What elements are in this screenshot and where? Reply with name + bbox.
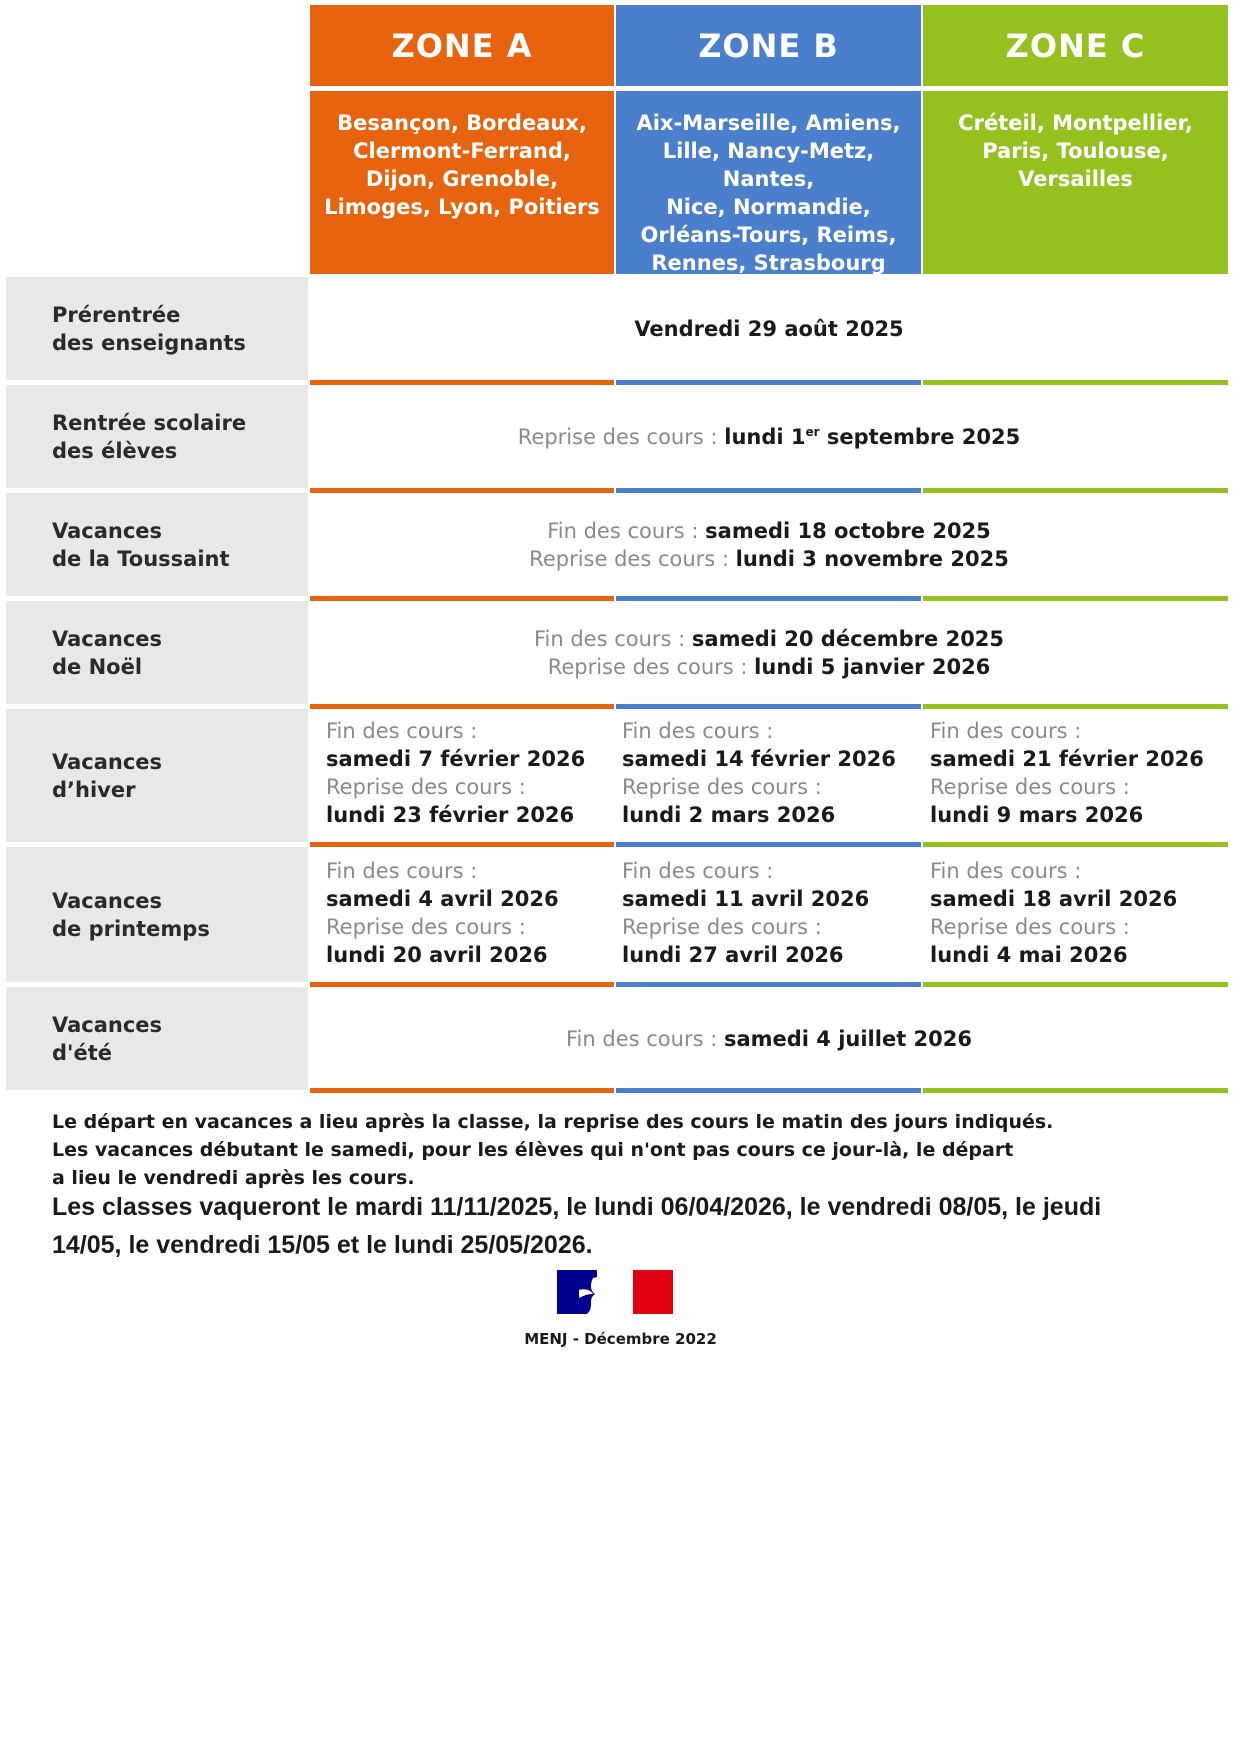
prerentree-date: Vendredi 29 août 2025 (634, 316, 904, 341)
label-line: Prérentrée (52, 302, 181, 327)
label-line: de printemps (52, 916, 210, 941)
zone-c-header: ZONE C (923, 5, 1228, 86)
label-line: Vacances (52, 518, 163, 543)
label-line: de la Toussaint (52, 546, 230, 571)
academy-line: Dijon, Grenoble, (365, 167, 559, 191)
label-line: Rentrée scolaire (52, 410, 247, 435)
zone-c-academies (923, 91, 1228, 274)
label-line: Vacances (52, 1012, 163, 1037)
separator (616, 842, 921, 847)
zone-b-header: ZONE B (616, 5, 921, 86)
reprise-date: lundi 5 janvier 2026 (754, 654, 991, 679)
reprise-label: Reprise des cours : (930, 775, 1130, 799)
hiver-zone-a (310, 717, 614, 829)
reprise-date: lundi 9 mars 2026 (930, 803, 1144, 827)
academy-line: Versailles (1018, 167, 1133, 191)
separator (310, 1088, 614, 1093)
fin-label: Fin des cours : (566, 1026, 724, 1051)
toussaint-value (310, 493, 1228, 596)
fin-label: Fin des cours : (622, 719, 774, 743)
row-label-printemps (6, 847, 308, 982)
reprise-date: lundi 2 mars 2026 (622, 803, 836, 827)
zone-b-academies (616, 91, 921, 274)
reprise-label: Reprise des cours : (517, 424, 725, 449)
row-label-prerentree (6, 277, 308, 380)
note-line: a lieu le vendredi après les cours. (52, 1167, 415, 1189)
academy-line: Lille, Nancy-Metz, Nantes, (662, 139, 875, 191)
fin-date: samedi 21 février 2026 (930, 747, 1204, 771)
separator (310, 704, 614, 709)
fin-label: Fin des cours : (930, 719, 1082, 743)
academy-line: Aix-Marseille, Amiens, (636, 111, 901, 135)
fin-date: samedi 4 juillet 2026 (723, 1026, 972, 1051)
academy-line: Nice, Normandie, (666, 195, 871, 219)
academy-line: Orléans-Tours, Reims, (640, 223, 897, 247)
label-line: Vacances (52, 749, 163, 774)
republique-francaise-logo (557, 1270, 673, 1314)
reprise-label: Reprise des cours : (622, 915, 822, 939)
reprise-date: lundi 3 novembre 2025 (735, 546, 1009, 571)
row-label-toussaint (6, 493, 308, 596)
academy-line: Clermont-Ferrand, (353, 139, 571, 163)
fin-date: samedi 18 octobre 2025 (705, 518, 991, 543)
fin-date: samedi 20 décembre 2025 (691, 626, 1005, 651)
academy-line: Créteil, Montpellier, (958, 111, 1193, 135)
ete-value (310, 987, 1228, 1090)
fin-date: samedi 11 avril 2026 (622, 887, 870, 911)
rentree-day: lundi 1 (724, 424, 806, 449)
credit: MENJ - Décembre 2022 (524, 1330, 717, 1348)
row-label-hiver (6, 709, 308, 842)
closure-line: Les classes vaqueront le mardi 11/11/2025, le lundi 06/04/2026, le vendredi 08/05, le jeudi (52, 1193, 1102, 1221)
row-label-ete (6, 987, 308, 1090)
fin-label: Fin des cours : (930, 859, 1082, 883)
rentree-value (310, 385, 1228, 488)
fin-date: samedi 18 avril 2026 (930, 887, 1178, 911)
academy-line: Rennes, Strasbourg (651, 251, 886, 275)
label-line: de Noël (52, 654, 143, 679)
prerentree-value (310, 277, 1228, 380)
fin-label: Fin des cours : (533, 626, 692, 651)
printemps-zone-c (914, 857, 1228, 969)
reprise-label: Reprise des cours : (529, 546, 736, 571)
row-label-rentree (6, 385, 308, 488)
reprise-label: Reprise des cours : (326, 775, 526, 799)
fin-label: Fin des cours : (547, 518, 706, 543)
fin-date: samedi 4 avril 2026 (326, 887, 559, 911)
label-line: d'été (52, 1040, 112, 1065)
closure-line: 14/05, le vendredi 15/05 et le lundi 25/05/2026. (52, 1231, 593, 1259)
printemps-zone-b (606, 857, 911, 969)
row-label-noel (6, 601, 308, 704)
rentree-month: septembre 2025 (819, 424, 1021, 449)
reprise-label: Reprise des cours : (930, 915, 1130, 939)
reprise-label: Reprise des cours : (326, 915, 526, 939)
fin-date: samedi 14 février 2026 (622, 747, 896, 771)
fin-label: Fin des cours : (622, 859, 774, 883)
zone-a-header: ZONE A (310, 5, 614, 86)
fin-label: Fin des cours : (326, 719, 478, 743)
note-line: Le départ en vacances a lieu après la classe, la reprise des cours le matin des jours indiqués. (52, 1111, 1054, 1133)
reprise-date: lundi 27 avril 2026 (622, 943, 844, 967)
label-line: Vacances (52, 888, 163, 913)
printemps-zone-a (310, 857, 614, 969)
separator (616, 704, 921, 709)
separator (923, 704, 1228, 709)
noel-value (310, 601, 1228, 704)
separator (923, 842, 1228, 847)
separator (616, 1088, 921, 1093)
ordinal-suffix: er (805, 424, 820, 439)
hiver-zone-c (914, 717, 1228, 829)
fin-label: Fin des cours : (326, 859, 478, 883)
fin-date: samedi 7 février 2026 (326, 747, 586, 771)
separator (310, 842, 614, 847)
label-line: Vacances (52, 626, 163, 651)
reprise-date: lundi 4 mai 2026 (930, 943, 1128, 967)
reprise-date: lundi 23 février 2026 (326, 803, 575, 827)
note-line: Les vacances débutant le samedi, pour les élèves qui n'ont pas cours ce jour-là, le départ (52, 1139, 1014, 1161)
reprise-label: Reprise des cours : (622, 775, 822, 799)
closure-notes (52, 1188, 1101, 1264)
separator (923, 1088, 1228, 1093)
reprise-label: Reprise des cours : (547, 654, 755, 679)
academy-line: Paris, Toulouse, (982, 139, 1169, 163)
reprise-date: lundi 20 avril 2026 (326, 943, 548, 967)
vacation-notes (52, 1108, 1053, 1192)
academy-line: Besançon, Bordeaux, (337, 111, 587, 135)
label-line: des élèves (52, 438, 178, 463)
zone-a-academies (310, 91, 614, 274)
hiver-zone-b (606, 717, 911, 829)
label-line: d’hiver (52, 777, 136, 802)
academy-line: Limoges, Lyon, Poitiers (324, 195, 600, 219)
label-line: des enseignants (52, 330, 246, 355)
